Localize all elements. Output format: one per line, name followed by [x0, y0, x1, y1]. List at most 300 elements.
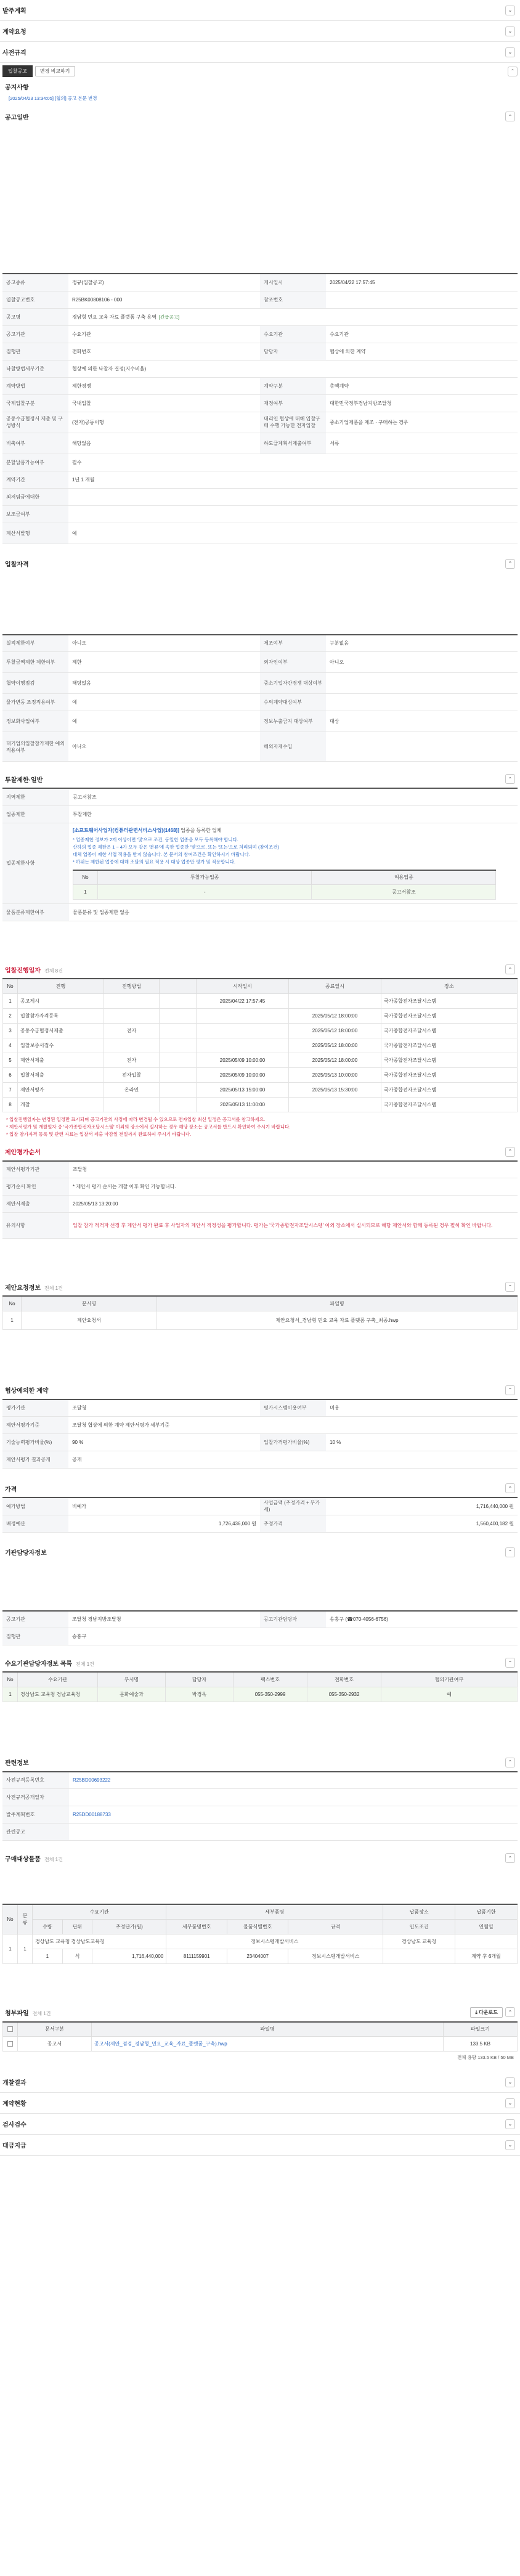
col-no: No: [3, 1296, 22, 1311]
cell: 1: [3, 1311, 22, 1329]
cell: 2025/05/12 18:00:00: [289, 1053, 381, 1067]
cell: 경상남도 교육청 경남교육청: [18, 1687, 98, 1702]
value: 2025/04/22 17:57:45: [326, 274, 518, 291]
bid-qual-table: [2, 634, 518, 762]
proposal-file-title: 제안요청정보: [5, 1284, 41, 1292]
col-spec: 규격: [288, 1919, 383, 1934]
cell: 공동수급협정서제출: [18, 1023, 104, 1038]
label: 수요기관: [260, 325, 326, 343]
value: 예: [68, 523, 518, 544]
value: 제한: [68, 652, 260, 673]
chevron-up-icon[interactable]: ⌃: [505, 2007, 515, 2017]
col-end: 종료일시: [289, 979, 381, 993]
compare-changes-button[interactable]: 변경 비교하기: [35, 66, 75, 76]
download-button[interactable]: [470, 2007, 503, 2018]
label: 공고기관: [2, 325, 68, 343]
value: 송홍구: [68, 1628, 518, 1645]
cell: [289, 1097, 381, 1112]
value: 물품분류 및 업종제한 없음: [69, 904, 518, 921]
cell: 2025/05/12 18:00:00: [289, 1008, 381, 1023]
col-fax: 팩스번호: [234, 1672, 307, 1687]
col-org: 수요기관: [18, 1672, 98, 1687]
acc-contract-status[interactable]: [0, 2093, 520, 2114]
contract-section: [0, 1379, 520, 1469]
value: 1,560,400,182 원: [326, 1515, 518, 1532]
industry-note-3: 대체 업종이 제한 사업 적용을 받지 않습니다. 본 문서의 참여조건은 확인하시기 바랍니다.: [73, 851, 250, 857]
col-item: 세부품명: [166, 1904, 383, 1919]
label: 분할납품가능여부: [2, 454, 68, 471]
value: 1,726,436,000 원: [68, 1515, 260, 1532]
label: 유의사항: [2, 1213, 69, 1239]
value: 조달청 경남지방조달청: [68, 1611, 260, 1628]
table-row: [3, 1311, 518, 1329]
cell: 1: [3, 1687, 18, 1702]
cell: 1: [18, 1934, 33, 1963]
bid-qual-title: 입찰자격: [5, 561, 29, 568]
label: 투찰금액제한 제한여부: [2, 652, 68, 673]
col-date: 연월일: [455, 1919, 517, 1934]
col-due: 납품기한: [455, 1904, 517, 1919]
cell: 국가종합전자조달시스템: [381, 1008, 518, 1023]
value: * 제안서 평가 순서는 개찰 이후 확인 가능합니다.: [69, 1178, 518, 1196]
attach-title: 첨부파일: [5, 2010, 29, 2017]
table-row: [3, 1067, 518, 1082]
label: 관련공고: [2, 1824, 69, 1841]
acc-payment[interactable]: [0, 2135, 520, 2156]
acc-label: 계약현황: [2, 2101, 26, 2108]
cell: 전자: [104, 1023, 160, 1038]
price-section: [0, 1477, 520, 1533]
chevron-down-icon: ⌄: [505, 26, 515, 36]
chevron-down-icon: ⌄: [505, 47, 515, 57]
label: 협약이행점검: [2, 673, 68, 694]
tab-bid-notice[interactable]: 입찰공고: [2, 65, 33, 77]
cell: [455, 1934, 517, 1949]
table-row: [3, 993, 518, 1008]
cell: 1: [3, 1934, 18, 1963]
label: 하도급계획서제출여부: [260, 433, 326, 454]
acc-inspection[interactable]: [0, 2114, 520, 2135]
cell: [160, 993, 197, 1008]
notice-name: 경남형 민요 교육 자료 플랫폼 구축 용역: [71, 314, 156, 320]
schedule-title: 입찰진행일자: [5, 967, 41, 974]
cell: 예: [381, 1687, 518, 1702]
value: [326, 694, 518, 711]
acc-label: 계약요청: [2, 29, 26, 36]
cell: 국가종합전자조달시스템: [381, 1023, 518, 1038]
general-title: 공고일반: [5, 114, 29, 121]
spacer: [2, 1561, 518, 1610]
demand-section: [0, 1652, 520, 1702]
cell: 055-350-2999: [234, 1687, 307, 1702]
contract-title: 협상에의한 계약: [5, 1388, 49, 1395]
label: 사전규격공개일자: [2, 1789, 69, 1806]
label: 공동수급협정서 제출 및 구성방식: [2, 412, 68, 433]
label: 외자인여부: [260, 652, 326, 673]
label: 업종제한사항: [2, 823, 69, 904]
label: 제안서평가 결과공개: [2, 1451, 68, 1469]
value: 해당없음: [68, 673, 260, 694]
cell: 23404007: [227, 1949, 288, 1963]
label: 제안서제출: [2, 1196, 69, 1213]
contract-table: [2, 1399, 518, 1469]
value: 2025/05/13 13:20:00: [69, 1196, 518, 1213]
acc-order-plan[interactable]: [0, 0, 520, 21]
value: [69, 823, 518, 904]
spacer: [2, 573, 518, 634]
industry-subtable: [73, 870, 496, 900]
cell: [197, 1038, 289, 1053]
label: 계약기간: [2, 471, 68, 488]
schedule-section: [0, 958, 520, 1141]
label: 업종제한: [2, 805, 69, 823]
chevron-up-icon[interactable]: ⌃: [505, 559, 515, 569]
cell: 2025/05/12 18:00:00: [289, 1038, 381, 1053]
acc-opening-result[interactable]: [0, 2072, 520, 2093]
cell: 경상남도 교육청 경상남도교육청: [33, 1934, 166, 1949]
schedule-note-3: * 입찰 참가자격 등록 및 관련 자료는 입찰서 제출 마감일 전일까지 완료하여 주시기 바랍니다.: [6, 1131, 192, 1137]
value: 아니오: [326, 652, 518, 673]
spacer: [2, 125, 518, 273]
cell: 2025/05/12 18:00:00: [289, 1023, 381, 1038]
schedule-table: [2, 978, 518, 1112]
cell: [160, 1097, 197, 1112]
value: 예: [68, 694, 260, 711]
col-empty: [160, 979, 197, 993]
file-link[interactable]: 공고서(제안_점검_경남형_민요_교육_자료_플랫폼_구축).hwp: [92, 2037, 444, 2052]
col-method: 진행방법: [104, 979, 160, 993]
value: 총액계약: [326, 377, 518, 394]
label: 평가기관: [2, 1400, 68, 1417]
industry-note-2: 산하의 업종 제한은 1 ~ 4가 모두 같은 '분류'에 속한 업종만 '및'으로, 또는 '또는'으로 처리되며 (참여조건): [73, 844, 279, 850]
col-size: 파일크기: [444, 2022, 518, 2037]
demand-title: 수요기관담당자정보 목록: [5, 1660, 73, 1668]
value: 1년 1 개월: [68, 471, 518, 488]
notice-history: [0, 79, 520, 105]
label: 게시일시: [260, 274, 326, 291]
value: 수요기관: [326, 325, 518, 343]
value: 해당없음: [68, 433, 260, 454]
label: 국제입찰구분: [2, 394, 68, 412]
label: 제안서평가기준: [2, 1417, 68, 1434]
col-no: No: [3, 1904, 18, 1934]
cell: [197, 1023, 289, 1038]
chevron-up-icon[interactable]: ⌃: [505, 1385, 515, 1395]
acc-contract-request[interactable]: [0, 21, 520, 42]
value: 제한경쟁: [68, 377, 260, 394]
label: 담당자: [260, 343, 326, 360]
cell: 계약 후 6개월: [455, 1949, 517, 1963]
related-section: [0, 1751, 520, 1841]
attach-total: 전체 용량 133.5 KB / 50 MB: [457, 2055, 514, 2060]
industry-note-1: * 업종제한 정보가 2개 이상이면 '및'으로 조건, 동일한 업종을 모두 등록해야 합니다.: [73, 836, 238, 842]
chevron-up-icon[interactable]: ⌃: [505, 1658, 515, 1668]
chevron-up-icon[interactable]: ⌃: [505, 1758, 515, 1767]
table-row: [3, 2037, 518, 2052]
col-allowed: 투찰가능업종: [98, 870, 312, 885]
value: 90 %: [68, 1434, 260, 1451]
cell: 1: [33, 1949, 63, 1963]
chevron-down-icon: ⌄: [505, 6, 515, 15]
cell: 국가종합전자조달시스템: [381, 1097, 518, 1112]
acc-label: 발주계획: [2, 8, 26, 15]
label: 대리인 협상에 대해 입찰구매 수행 가능한 전자입찰: [260, 412, 326, 433]
label: 공고기관담당자: [260, 1611, 326, 1628]
value: [326, 291, 518, 308]
org-section: [0, 1541, 520, 1646]
notice-tabs: [0, 63, 520, 79]
chevron-up-icon[interactable]: ⌃: [505, 1147, 515, 1157]
label: 중소기업자간경쟁 대상여부: [260, 673, 326, 694]
value: 서류: [326, 433, 518, 454]
cell: [383, 1949, 455, 1963]
col-dept: 부서명: [98, 1672, 166, 1687]
table-row: [3, 1687, 518, 1702]
cell: 8: [3, 1097, 18, 1112]
region-section: [0, 768, 520, 921]
chevron-up-icon[interactable]: ⌃: [505, 964, 515, 974]
cell: 6: [3, 1067, 18, 1082]
cell: 개찰: [18, 1097, 104, 1112]
attach-table: [2, 2021, 518, 2052]
cell: [160, 1053, 197, 1067]
col-unit: 단위: [62, 1919, 92, 1934]
label: 예가방법: [2, 1498, 68, 1515]
value: 미용: [326, 1400, 518, 1417]
chevron-down-icon: ⌄: [505, 2098, 515, 2108]
acc-pre-spec[interactable]: [0, 42, 520, 63]
attach-count: 전체 1건: [32, 2010, 51, 2016]
value: R25BK00808106 - 000: [68, 291, 260, 308]
cell: 국가종합전자조달시스템: [381, 1067, 518, 1082]
cell: 입찰보증서접수: [18, 1038, 104, 1053]
cell: 5: [3, 1053, 18, 1067]
cell: 입찰참가자격등록: [18, 1008, 104, 1023]
proposal-file-table: [2, 1295, 518, 1330]
chevron-down-icon: ⌄: [505, 2119, 515, 2129]
download-label: 다운로드: [479, 2009, 498, 2015]
industry-link[interactable]: [소프트웨어사업자(컴퓨터관련서비스사업)(1468)]: [73, 827, 179, 833]
cell: 2025/05/09 10:00:00: [197, 1053, 289, 1067]
label: 사전규격등록번호: [2, 1772, 69, 1789]
chevron-up-icon[interactable]: ⌃: [508, 67, 518, 76]
value: 예: [68, 711, 260, 732]
org-table: [2, 1610, 518, 1646]
general-section: [0, 105, 520, 544]
industry-suffix: 업종을 등록한 업체: [181, 827, 222, 833]
label: 제안서평가기관: [2, 1161, 69, 1178]
cell: 공고서: [18, 2037, 92, 2052]
cell: 2025/05/09 10:00:00: [197, 1067, 289, 1082]
purchase-section: [0, 1847, 520, 1964]
proposal-table: [2, 1160, 518, 1239]
value: 국내입찰: [68, 394, 260, 412]
cell: [160, 1038, 197, 1053]
col-demand: 수요기관: [33, 1904, 166, 1919]
select-all-checkbox[interactable]: [7, 2026, 13, 2032]
label: 실적제한여부: [2, 635, 68, 652]
chevron-up-icon[interactable]: ⌃: [505, 1547, 515, 1557]
value: 구분없음: [326, 635, 518, 652]
label: 공고명: [2, 308, 68, 325]
value: 1,716,440,000 원: [326, 1498, 518, 1515]
label: 보조금여부: [2, 505, 68, 523]
acc-label: 개찰결과: [2, 2080, 26, 2087]
col-check: [3, 2022, 18, 2037]
value: [326, 732, 518, 762]
proposal-section: [0, 1141, 520, 1239]
value: [68, 308, 518, 325]
region-title: 투찰제한·일반: [5, 776, 43, 784]
value: 10 %: [326, 1434, 518, 1451]
proposal-file-section: [0, 1276, 520, 1330]
cell: 133.5 KB: [444, 2037, 518, 2052]
cell: 정보시스템개발서비스: [288, 1949, 383, 1963]
value: [69, 1824, 518, 1841]
col-type: 문서구분: [18, 2022, 92, 2037]
proposal-file-count: 전체 1건: [44, 1285, 63, 1291]
cell: [160, 1082, 197, 1097]
chevron-up-icon[interactable]: ⌃: [505, 112, 515, 121]
label: 해외자재수입: [260, 732, 326, 762]
cell: 4: [3, 1038, 18, 1053]
order-plan-link[interactable]: R25DD00188733: [69, 1806, 518, 1824]
cell: 공고게시: [18, 993, 104, 1008]
label: 정보누출금지 대상여부: [260, 711, 326, 732]
cell: 055-350-2932: [307, 1687, 381, 1702]
region-table: [2, 788, 518, 921]
cell: 국가종합전자조달시스템: [381, 993, 518, 1008]
download-icon: ⤓: [475, 2009, 479, 2015]
label: 물품분류제한여부: [2, 904, 69, 921]
cell: [289, 993, 381, 1008]
label: 기술능력평가비율(%): [2, 1434, 68, 1451]
value: 전화번호: [68, 343, 260, 360]
label: 추정가격: [260, 1515, 326, 1532]
cell: [104, 1097, 160, 1112]
cell: 제안서평가: [18, 1082, 104, 1097]
table-row: [3, 1097, 518, 1112]
related-table: [2, 1771, 518, 1841]
label: 제조여부: [260, 635, 326, 652]
col-place: 장소: [381, 979, 518, 993]
cell: 2025/05/13 15:00:00: [197, 1082, 289, 1097]
row-checkbox[interactable]: [7, 2041, 13, 2047]
value: 아니오: [68, 635, 260, 652]
col-file: 파일명: [92, 2022, 444, 2037]
demand-count: 전체 1건: [76, 1661, 94, 1667]
cell: [3, 2037, 18, 2052]
cell: 2025/05/13 15:30:00: [289, 1082, 381, 1097]
col-phone: 전화번호: [307, 1672, 381, 1687]
chevron-up-icon[interactable]: ⌃: [505, 774, 515, 784]
value: 공고서참조: [69, 788, 518, 805]
value: [69, 1789, 518, 1806]
cell: 박경옥: [166, 1687, 234, 1702]
cell: 전자: [104, 1053, 160, 1067]
cell: [104, 993, 160, 1008]
label: 집행관: [2, 343, 68, 360]
col-manager: 담당자: [166, 1672, 234, 1687]
purchase-title: 구매대상물품: [5, 1856, 41, 1863]
cell: 국가종합전자조달시스템: [381, 1053, 518, 1067]
label: 지역제한: [2, 788, 69, 805]
pre-spec-link[interactable]: R25BD00693222: [69, 1772, 518, 1789]
col-price: 추정단가(원): [92, 1919, 166, 1934]
chevron-up-icon[interactable]: ⌃: [505, 1483, 515, 1493]
value: 협상에 의한 낙찰자 결정(지수비율): [68, 360, 518, 377]
cell: 1: [3, 993, 18, 1008]
col-no: No: [3, 979, 18, 993]
acc-label: 대금지급: [2, 2143, 26, 2150]
value: 정규(입찰공고): [68, 274, 260, 291]
cell: 1: [73, 885, 98, 900]
value: 송홍구 (☎070-4056-6756): [326, 1611, 518, 1628]
label: 참조번호: [260, 291, 326, 308]
label: 집행관: [2, 1628, 68, 1645]
cell: 8111159901: [166, 1949, 227, 1963]
cell: 2025/05/13 10:00:00: [289, 1067, 381, 1082]
cell: 제안요청서: [22, 1311, 157, 1329]
col-start: 시작일시: [197, 979, 289, 993]
chevron-up-icon[interactable]: ⌃: [505, 1282, 515, 1292]
price-title: 가격: [5, 1486, 17, 1493]
value: 아니오: [68, 732, 260, 762]
general-table: [2, 273, 518, 544]
cell: 1,716,440,000: [92, 1949, 166, 1963]
price-table: [2, 1497, 518, 1533]
cell: 문화예술과: [98, 1687, 166, 1702]
label: 정보화사업여부: [2, 711, 68, 732]
value: 입찰 참가 적격자 선정 후 제안서 평가 완료 후 사업자의 제안서 적정성을 평가합니다. 평가는 '국가종합전자조달시스템' 이외 장소에서 실시되므로 해당 제안서와 함께 등록된 경우 필히 확인 바랍니다.: [69, 1213, 518, 1239]
label: 계약방법: [2, 377, 68, 394]
table-row: [3, 1023, 518, 1038]
file-link[interactable]: 제안요청서_경남형 민요 교육 자료 플랫폼 구축_최종.hwp: [157, 1311, 518, 1329]
cell: [104, 1038, 160, 1053]
cell: 국가종합전자조달시스템: [381, 1082, 518, 1097]
notice-history-link[interactable]: [2025/04/23 13:34:05] [협의] 공고 본문 변경: [9, 96, 97, 101]
bid-qualification-section: [0, 553, 520, 762]
purchase-count: 전체 1건: [44, 1856, 63, 1862]
col-permit: 허용업종: [312, 870, 496, 885]
label: 사업금액 (추정가격 + 부가세): [260, 1498, 326, 1515]
value: 협상에 의한 계약: [326, 343, 518, 360]
schedule-note-1: * 입찰진행일자는 변경된 일정만 표시되며 공고기관의 사정에 따라 변경될 수 있으므로 전자입찰 최신 일정은 공고서를 참고하세요.: [6, 1116, 266, 1122]
cell: 정보시스템개발서비스: [166, 1934, 383, 1949]
label: 평가시스템이용여부: [260, 1400, 326, 1417]
col-qty: 수량: [33, 1919, 63, 1934]
org-title: 기관담당자정보: [5, 1550, 47, 1557]
value: 필수: [68, 454, 518, 471]
cell: 온라인: [104, 1082, 160, 1097]
cell: 경상남도 교육청: [383, 1934, 455, 1949]
schedule-count: 전체 8건: [44, 968, 63, 974]
label: 비축여부: [2, 433, 68, 454]
chevron-up-icon[interactable]: ⌃: [505, 1853, 515, 1863]
cell: [104, 1008, 160, 1023]
urgent-badge: [긴급공고]: [158, 314, 180, 320]
cell: 국가종합전자조달시스템: [381, 1038, 518, 1053]
value: 조달청 협상에 의한 계약 제안서평가 세부기준: [68, 1417, 518, 1434]
label: 계약구분: [260, 377, 326, 394]
label: 낙찰방법세부기준: [2, 360, 68, 377]
label: 평가순서 확인: [2, 1178, 69, 1196]
cell: 공고서참조: [312, 885, 496, 900]
value: 수요기관: [68, 325, 260, 343]
chevron-down-icon: ⌄: [505, 2140, 515, 2150]
label: 공고기관: [2, 1611, 68, 1628]
label: 입찰공고번호: [2, 291, 68, 308]
